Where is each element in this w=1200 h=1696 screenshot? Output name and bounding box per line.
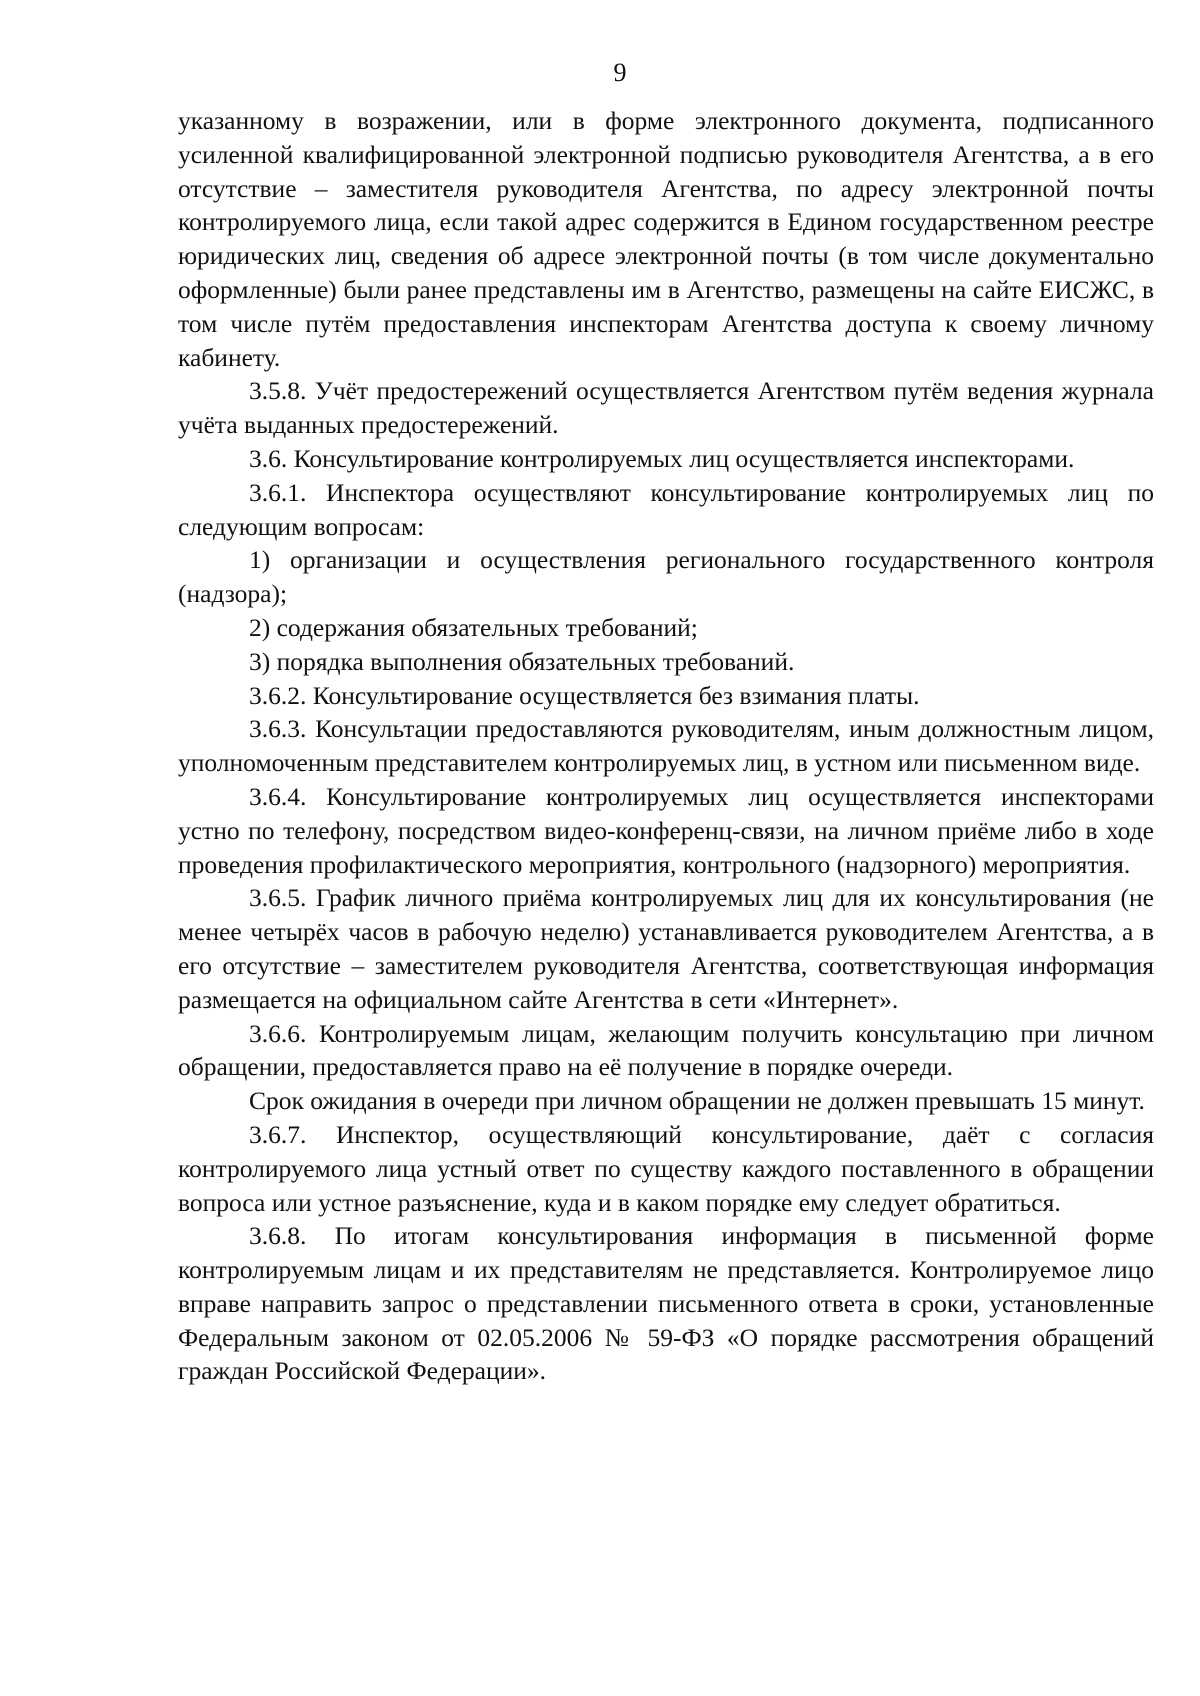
paragraph-p-366-b: Срок ожидания в очереди при личном обращении не должен превышать 15 минут. [249, 1086, 1145, 1116]
paragraph-p-36: 3.6. Консультирование контролируемых лиц осуществляется инспекторами. [249, 443, 1075, 473]
paragraph-p-361-2: 2) содержания обязательных требований; [249, 612, 698, 642]
paragraph-p-361-3: 3) порядка выполнения обязательных требований. [249, 646, 795, 676]
paragraph-p-364: 3.6.4. Консультирование контролируемых лиц осуществляется инспекторами устно по телефону, посредством видео-конференц-связи, на личном приёме либо в ходе проведения профилактического мероприятия, контрольного (надзорного) мероприятия. [178, 781, 1154, 879]
paragraph-p-cont: указанному в возражении, или в форме электронного документа, подписанного усиленной квалифицированной электронной подписью руководителя Агентства, а в его отсутствие – заместителя руководителя Агентства, по адресу электронной почты контролируемого лица, если такой адрес содержится в Едином государственном реестре юридических лиц, сведения об адресе электронной почты (в том числе документально оформленные) были ранее представлены им в Агентство, размещены на сайте ЕИСЖС, в том числе путём предоставления инспекторам Агентства доступа к своему личному кабинету. [178, 106, 1154, 372]
paragraph-p-358: 3.5.8. Учёт предостережений осуществляется Агентством путём ведения журнала учёта выданных предостережений. [178, 376, 1154, 440]
paragraph-p-363: 3.6.3. Консультации предоставляются руководителям, иным должностным лицом, уполномоченным представителем контролируемых лиц, в устном или письменном виде. [178, 714, 1154, 778]
page-number: 9 [613, 58, 627, 87]
paragraph-p-362: 3.6.2. Консультирование осуществляется без взимания платы. [249, 680, 920, 710]
paragraph-p-367: 3.6.7. Инспектор, осуществляющий консультирование, даёт с согласия контролируемого лица устный ответ по существу каждого поставленного в обращении вопроса или устное разъяснение, куда и в каком порядке ему следует обратиться. [178, 1119, 1154, 1217]
paragraph-p-366: 3.6.6. Контролируемым лицам, желающим получить консультацию при личном обращении, предоставляется право на её получение в порядке очереди. [178, 1018, 1154, 1082]
document-body [178, 104, 1154, 1388]
paragraph-p-361: 3.6.1. Инспектора осуществляют консультирование контролируемых лиц по следующим вопросам: [178, 477, 1154, 541]
paragraph-p-361-1: 1) организации и осуществления регионального государственного контроля (надзора); [178, 545, 1154, 609]
paragraph-p-365: 3.6.5. График личного приёма контролируемых лиц для их консультирования (не менее четырёх часов в рабочую неделю) устанавливается руководителем Агентства, а в его отсутствие – заместителем руководителя Агентства, соответствующая информация размещается на официальном сайте Агентства в сети «Интернет». [178, 883, 1154, 1014]
paragraph-p-368: 3.6.8. По итогам консультирования информация в письменной форме контролируемым лицам и их представителям не представляется. Контролируемое лицо вправе направить запрос о представлении письменного ответа в сроки, установленные Федеральным законом от 02.05.2006 № 59-ФЗ «О порядке рассмотрения обращений граждан Российской Федерации». [178, 1221, 1154, 1386]
